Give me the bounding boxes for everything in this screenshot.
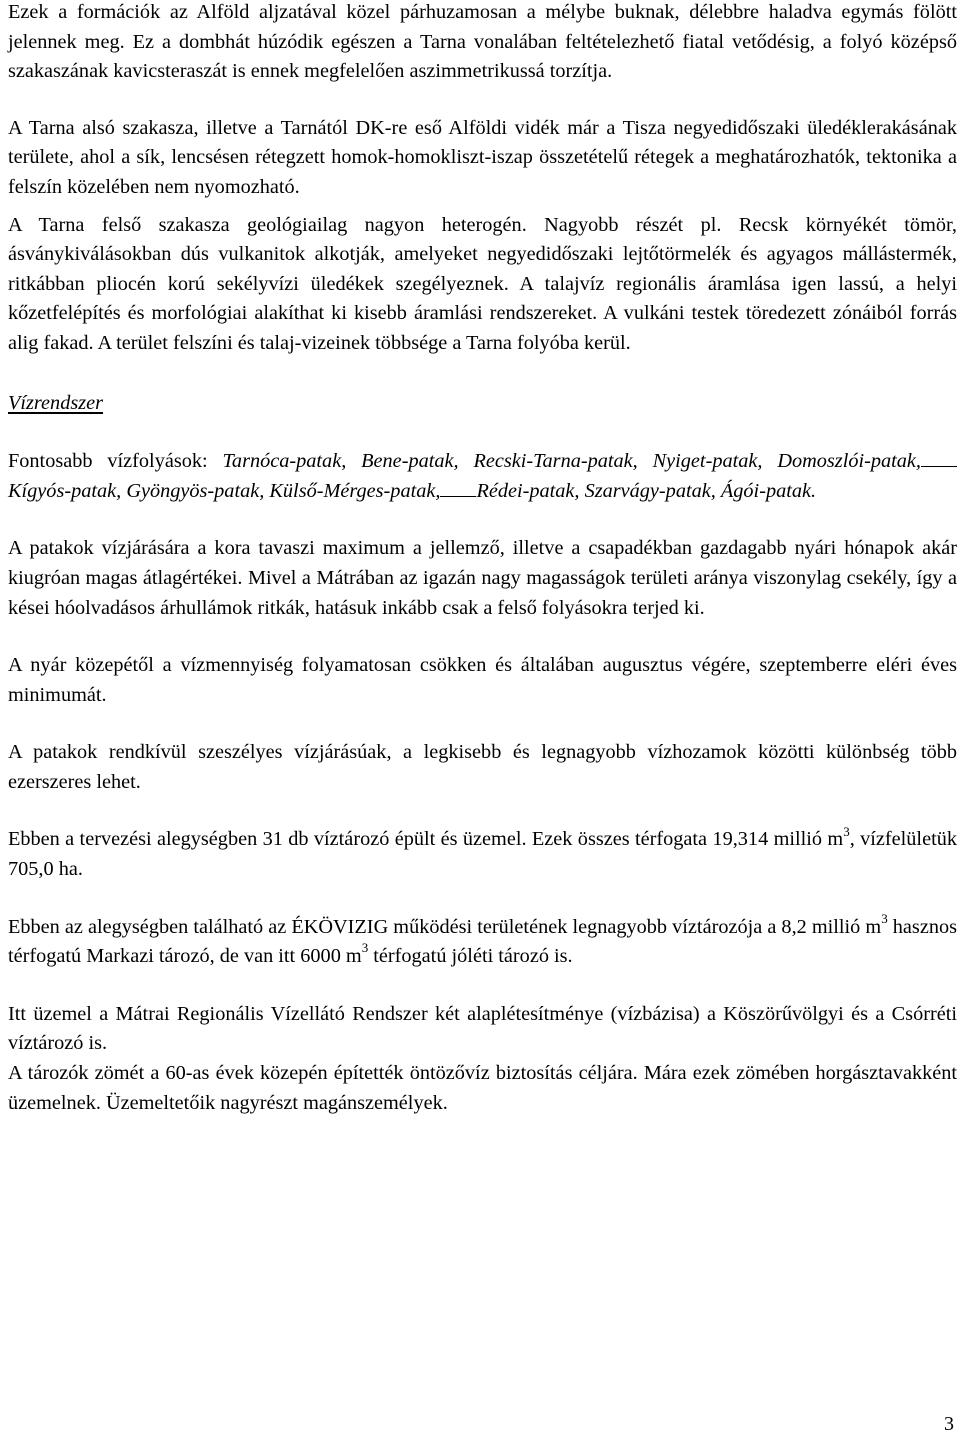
watercourse-item: Tarnóca-patak, xyxy=(222,450,347,473)
paragraph-reservoir-history: A tározók zömét a 60-as évek közepén építették öntözővíz biztosítás céljára. Mára ezek zömében horgásztavakként üzemelnek. Üzemeltetőik nagyrészt magánszemélyek. xyxy=(8,1062,957,1114)
watercourse-item: Külső-Mérges-patak, xyxy=(269,479,441,502)
paragraph-water-regime: A patakok vízjárására a kora tavaszi maximum a jellemző, illetve a csapadékban gazdagabb nyári hónapok akár kiugróan magas átlagértékei. Mivel a Mátrában az igazán nagy magasságok területi aránya viszonylag csekély, így a kései hóolvadásos árhullámok ritkák, hatásuk inkább csak a felső folyásokra terjed ki. xyxy=(8,537,957,619)
paragraph-markaz-reservoir xyxy=(8,910,958,972)
watercourses-list xyxy=(8,447,957,506)
superscript-3: 3 xyxy=(843,823,850,839)
blank-underline xyxy=(921,448,957,467)
paragraph-discharge-variability: A patakok rendkívül szeszélyes vízjárásúak, a legkisebb és legnagyobb vízhozamok közötti különbség több ezerszeres lehet. xyxy=(8,741,957,793)
watercourse-item: Recski-Tarna-patak, xyxy=(473,450,638,473)
paragraph-lower-tarna: A Tarna alsó szakasza, illetve a Tarnától DK-re eső Alföldi vidék már a Tisza negyedidőszaki üledéklerakásának területe, ahol a sík, lencsésen rétegzett homok-homokliszt-iszap összetételű rétegek a meghatározhatók, tektonika a felszín közelében nem nyomozható. xyxy=(8,116,957,198)
section-heading-vizrendszer: Vízrendszer xyxy=(8,391,104,414)
markaz-text: Ebben az alegységben található az ÉKÖVIZIG működési területének legnagyobb víztározója a 8,2 millió m xyxy=(8,915,882,938)
markaz-text-end: térfogatú jóléti tározó is. xyxy=(368,945,573,968)
markaz-text-middle: hasznos térfogatú Markazi tározó, de van itt 6000 m xyxy=(8,915,958,968)
paragraph-reservoir-count xyxy=(8,825,957,884)
paragraph-regional-water-system: Itt üzemel a Mátrai Regionális Vízellátó Rendszer két alaplétesítménye (vízbázisa) a Köszörűvölgyi és a Csórréti víztározó is. xyxy=(8,1002,957,1055)
watercourse-item: Domoszlói-patak, xyxy=(777,450,921,473)
watercourse-item: Ágói-patak. xyxy=(720,479,817,502)
watercourse-item: Bene-patak, xyxy=(361,450,459,473)
paragraph-summer-decline: A nyár közepétől a vízmennyiség folyamatosan csökken és általában augusztus végére, szeptemberre eléri éves minimumát. xyxy=(8,654,957,706)
document-page xyxy=(8,0,957,1118)
watercourse-item: Rédei-patak, xyxy=(476,479,580,502)
blank-underline xyxy=(440,478,476,497)
paragraph-upper-tarna: A Tarna felső szakasza geológiailag nagyon heterogén. Nagyobb részét pl. Recsk környékét tömör, ásványkiválásokban dús vulkanitok alkotják, amelyeket negyedidőszaki lejtőtörmelék és agyagos mállástermék, ritkábban pliocén korú sekélyvízi üledékek szegélyeznek. A talajvíz regionális áramlása igen lassú, a helyi kőzetfelépítés és morfológiai alakíthat ki kisebb áramlási rendszereket. A vulkáni testek töredezett zónáiból forrás alig fakad. A terület felszíni és talaj-vizeinek többsége a Tarna folyóba kerül. xyxy=(8,213,957,354)
watercourse-item: Kígyós-patak, xyxy=(8,479,122,502)
superscript-3: 3 xyxy=(881,910,888,926)
reservoir-count-text-end: , vízfelületük 705,0 ha. xyxy=(8,828,957,881)
watercourse-item: Szarvágy-patak, xyxy=(584,479,716,502)
page-number: 3 xyxy=(944,1413,954,1435)
superscript-3: 3 xyxy=(361,940,369,956)
paragraph-formations: Ezek a formációk az Alföld aljzatával közel párhuzamosan a mélybe buknak, délebbre haladva egymás fölött jelennek meg. Ez a dombhát húzódik egészen a Tarna vonalában feltételezhető fiatal vetődésig, a folyó középső szakaszának kavicsteraszát is ennek megfelelően aszimmetrikussá torzítja. xyxy=(8,1,957,83)
watercourse-item: Gyöngyös-patak, xyxy=(126,479,265,502)
reservoir-count-text: Ebben a tervezési alegységben 31 db víztározó épült és üzemel. Ezek összes térfogata 19,314 millió m xyxy=(8,828,844,851)
watercourses-intro: Fontosabb vízfolyások: xyxy=(8,450,208,473)
watercourse-item: Nyiget-patak, xyxy=(652,450,763,473)
